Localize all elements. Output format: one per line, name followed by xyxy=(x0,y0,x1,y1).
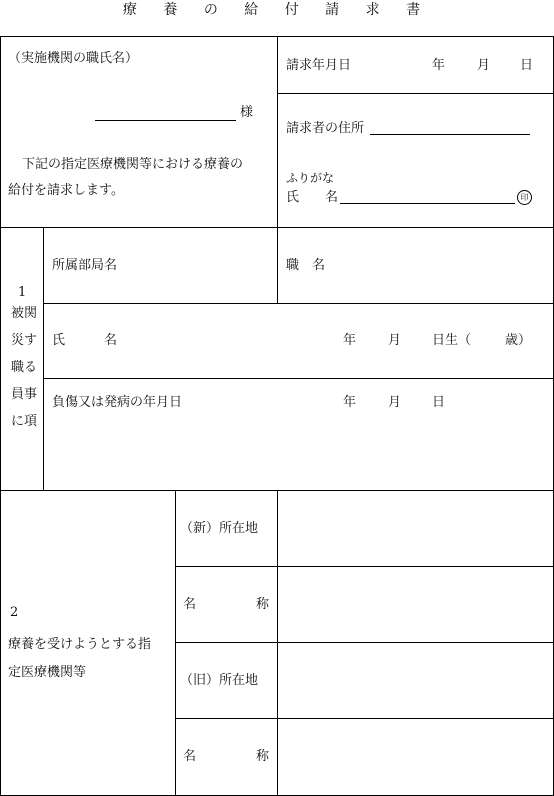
injury-date-field[interactable] xyxy=(330,390,545,480)
address-label: 請求者の住所 xyxy=(286,121,365,136)
official-label: （実施機関の職氏名） xyxy=(8,51,139,66)
top-vertical-divider xyxy=(277,36,278,227)
new-location-field[interactable] xyxy=(280,492,550,564)
old-location-label: （旧）所在地 xyxy=(180,673,259,688)
official-name-field[interactable] xyxy=(95,100,236,120)
request-text-line1: 下記の指定医療機関等における療養の xyxy=(22,157,244,172)
request-date-label: 請求年月日 xyxy=(286,58,352,73)
request-month-label: 月 xyxy=(477,58,491,73)
section1-row-line-1 xyxy=(43,303,554,304)
top-right-divider xyxy=(277,93,554,94)
requester-name-label: 氏 名 xyxy=(286,190,339,205)
section1-row-line-2 xyxy=(43,378,554,379)
request-date-field[interactable] xyxy=(360,50,550,80)
injury-date-label: 負傷又は発病の年月日 xyxy=(52,395,183,410)
position-label: 職 名 xyxy=(286,258,326,273)
address-line[interactable] xyxy=(370,134,530,135)
section2-row-line-3 xyxy=(175,718,554,719)
section1-heading-chars-3: 職る xyxy=(10,360,37,375)
section1-number: 1 xyxy=(18,285,27,300)
injury-year-label: 年 xyxy=(343,395,357,410)
new-location-label: （新）所在地 xyxy=(180,521,259,536)
old-name-label-a: 名 xyxy=(183,749,197,764)
old-location-field[interactable] xyxy=(280,644,550,716)
new-name-label-b: 称 xyxy=(256,597,270,612)
injury-day-label: 日 xyxy=(432,395,446,410)
section1-heading-chars-5: に項 xyxy=(10,414,37,429)
request-year-label: 年 xyxy=(432,58,446,73)
section1-dept-divider xyxy=(277,227,278,303)
section1-heading xyxy=(0,300,48,435)
section1-heading-chars-2: 災す xyxy=(10,333,37,348)
request-text-line2: 給付を請求します。 xyxy=(8,183,124,198)
new-name-field[interactable] xyxy=(280,568,550,640)
section1-heading-chars-1: 被関 xyxy=(10,306,37,321)
furigana-label: ふりがな xyxy=(286,171,335,185)
birth-month-label: 月 xyxy=(388,333,402,348)
section2-heading-line1: 療養を受けようとする指 xyxy=(8,637,152,652)
section2-row-line-1 xyxy=(175,566,554,567)
section2-number: 2 xyxy=(10,605,19,620)
position-field[interactable] xyxy=(330,240,545,296)
old-name-field[interactable] xyxy=(280,720,550,792)
section1-heading-chars-4: 員事 xyxy=(10,387,37,402)
seal-icon: 印 xyxy=(517,190,532,205)
section2-heading-line2: 定医療機関等 xyxy=(8,665,87,680)
section2-left-divider xyxy=(175,490,176,796)
injury-month-label: 月 xyxy=(388,395,402,410)
employee-name-label: 氏 名 xyxy=(52,333,118,348)
new-name-label-a: 名 xyxy=(183,597,197,612)
form-title: 療 養 の 給 付 請 求 書 xyxy=(122,2,432,18)
section2-label-divider xyxy=(277,490,278,796)
dept-field[interactable] xyxy=(140,240,270,296)
official-name-line[interactable] xyxy=(95,120,236,121)
old-name-label-b: 称 xyxy=(256,749,270,764)
birth-year-label: 年 xyxy=(343,333,357,348)
age-label: 歳） xyxy=(505,333,532,348)
birth-day-label: 日生（ xyxy=(432,333,472,348)
section2-row-line-2 xyxy=(175,642,554,643)
dept-label: 所属部局名 xyxy=(52,258,118,273)
sama-label: 様 xyxy=(240,105,254,120)
employee-name-field[interactable] xyxy=(130,315,330,365)
request-day-label: 日 xyxy=(520,58,534,73)
requester-name-line[interactable] xyxy=(340,203,515,204)
